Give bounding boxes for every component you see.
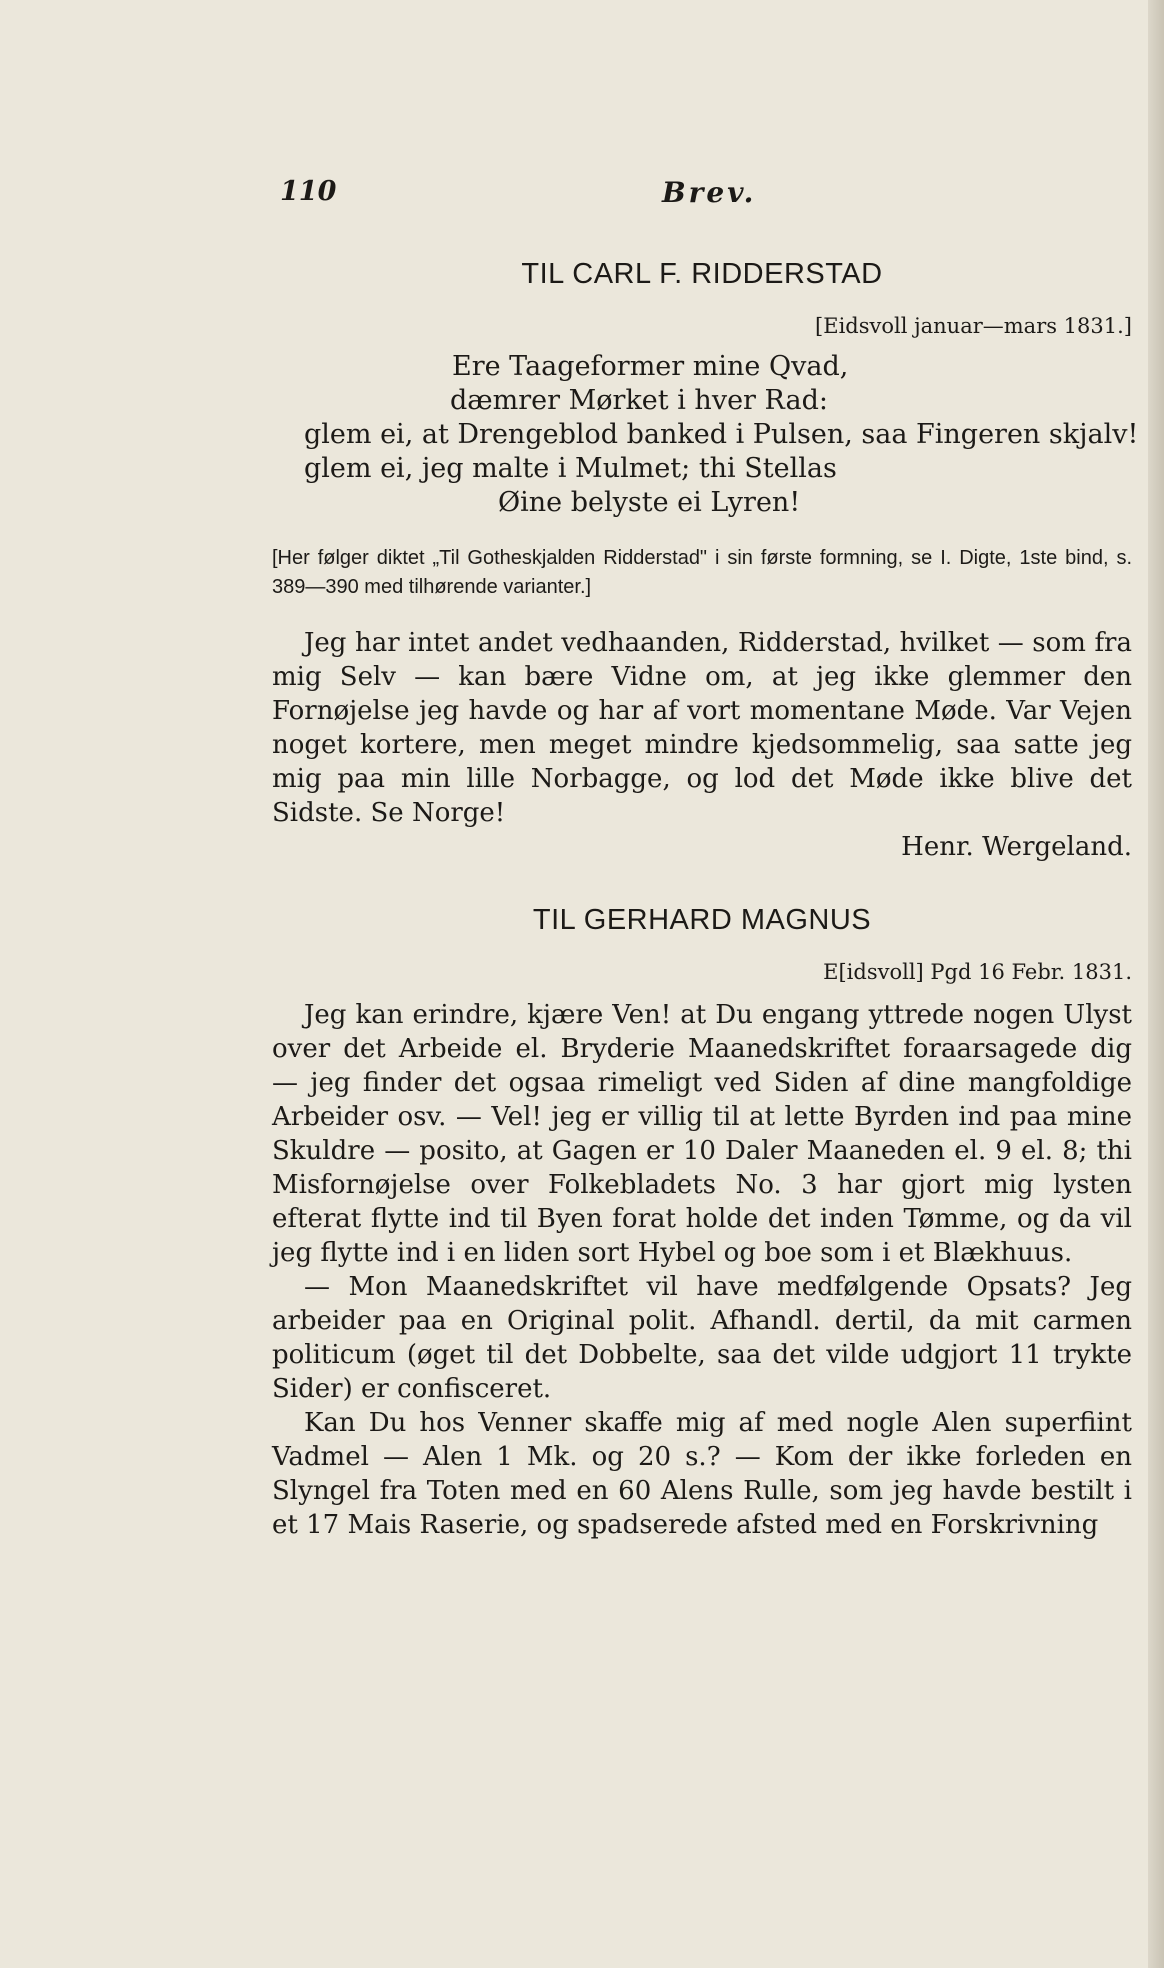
paragraph: Jeg kan erindre, kjære Ven! at Du engang yttrede nogen Ulyst over det Arbeide el. Bryderie Maanedskriftet foraarsagede dig — jeg finder det ogsaa rimeligt ved Siden af dine mangfoldige Arbeider osv. — Vel! jeg er villig til at lette Byrden ind paa mine Skuldre — posito, at Gagen er 10 Daler Maaneden el. 9 el. 8; thi Misfornøjelse over Folkebladets No. 3 har gjort mig lysten efterat flytte ind til Byen forat holde det inden Tømme, og da vil jeg flytte ind i en liden sort Hybel og boe som i et Blækhuus. <box>272 1000 1132 1268</box>
poem-line: glem ei, at Drengeblod banked i Pulsen, saa Fingeren skjalv! <box>304 419 1139 450</box>
poem <box>272 350 1139 520</box>
letter-title-ridderstad: TIL CARL F. RIDDERSTAD <box>521 258 883 290</box>
page-number: 110 <box>280 176 337 207</box>
running-head: Brev. <box>662 176 757 209</box>
page-edge-shadow <box>1148 0 1164 1968</box>
dateline-ridderstad: [Eidsvoll januar—mars 1831.] <box>815 314 1132 338</box>
letter-body-magnus <box>272 998 1132 1542</box>
editorial-note: [Her følger diktet „Til Gotheskjalden Ridderstad" i sin første formning, se I. Digte, 1ste bind, s. 389—390 med tilhørende varianter.] <box>272 547 1132 598</box>
poem-line: Øine belyste ei Lyren! <box>498 487 801 518</box>
letter-body-ridderstad <box>272 626 1132 830</box>
paragraph: Jeg har intet andet vedhaanden, Ridderstad, hvilket — som fra mig Selv — kan bære Vidne om, at jeg ikke glemmer den Fornøjelse jeg havde og har af vort momentane Møde. Var Vejen noget kortere, men meget mindre kjedsommelig, saa satte jeg mig paa min lille Norbagge, og lod det Møde ikke blive det Sidste. Se Norge! <box>272 628 1132 828</box>
signature: Henr. Wergeland. <box>901 832 1132 862</box>
letter-title-magnus: TIL GERHARD MAGNUS <box>532 904 872 936</box>
poem-line: dæmrer Mørket i hver Rad: <box>450 385 828 416</box>
paragraph: — Mon Maanedskriftet vil have medfølgende Opsats? Jeg arbeider paa en Original polit. Afhandl. dertil, da mit carmen politicum (øget til det Dobbelte, saa det vilde udgjort 11 trykte Sider) er confisceret. <box>272 1272 1132 1404</box>
poem-line: Ere Taageformer mine Qvad, <box>452 351 849 382</box>
page-header <box>272 176 1132 216</box>
paragraph: Kan Du hos Venner skaffe mig af med nogle Alen superfiint Vadmel — Alen 1 Mk. og 20 s.? — Kom der ikke forleden en Slyngel fra Toten med en 60 Alens Rulle, som jeg havde bestilt i et 17 Mais Raserie, og spadserede afsted med en Forskrivning <box>272 1408 1132 1540</box>
poem-line: glem ei, jeg malte i Mulmet; thi Stellas <box>304 453 837 484</box>
dateline-magnus: E[idsvoll] Pgd 16 Febr. 1831. <box>823 960 1132 984</box>
